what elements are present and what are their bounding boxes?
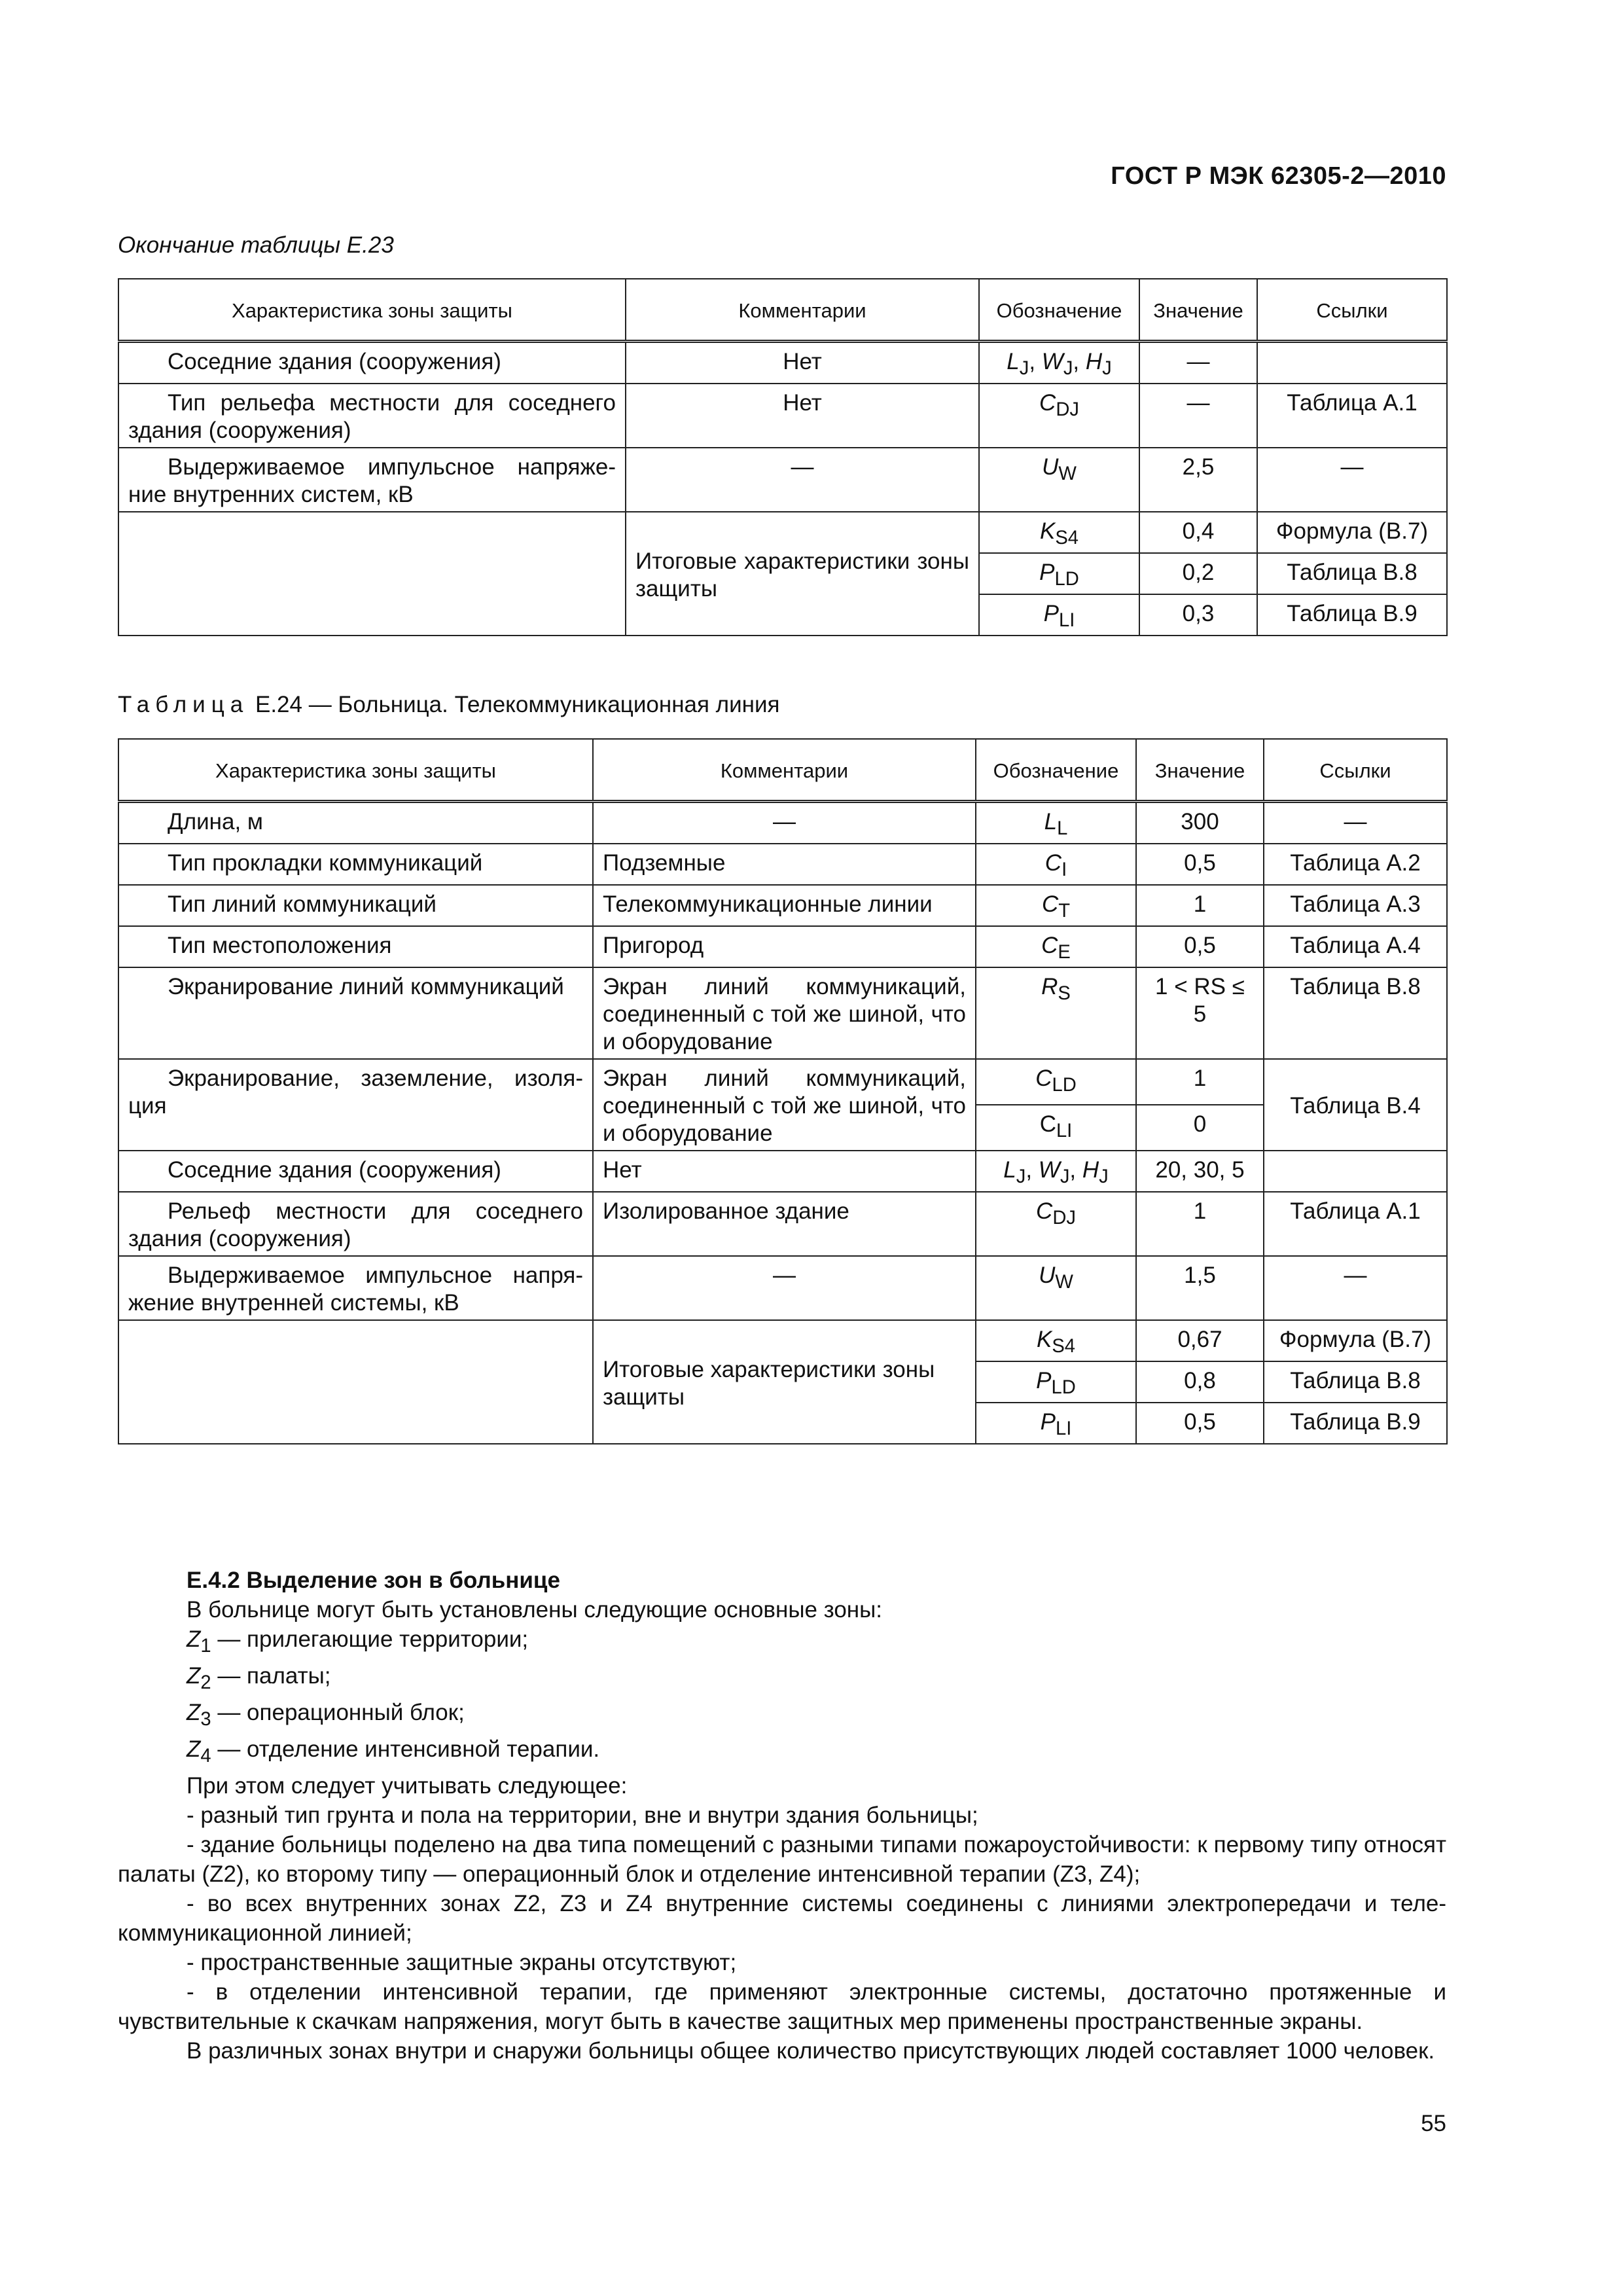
cell-symbol: $U_W$ (976, 1256, 1136, 1320)
cell-empty (118, 512, 626, 636)
cell-symbol: $L_L$ (976, 802, 1136, 844)
cell-reference (1257, 342, 1447, 384)
cell-symbol: $P_{LD}$ (976, 1361, 1136, 1403)
cell-symbol: $K_{S4}$ (976, 1320, 1136, 1361)
zone-item (187, 1661, 1446, 1698)
cell-reference: — (1264, 802, 1447, 844)
cell-reference: — (1257, 448, 1447, 512)
cell-reference (1264, 1151, 1447, 1192)
cell-symbol: $P_{LI}$ (976, 1403, 1136, 1444)
cell-value: 0,2 (1139, 553, 1257, 594)
cell-comment: Пригород (593, 926, 976, 967)
cell-reference: Таблица В.4 (1264, 1059, 1447, 1151)
cell-reference: Таблица В.8 (1264, 967, 1447, 1059)
cell-symbol: $C_E$ (976, 926, 1136, 967)
table-row (118, 448, 1447, 512)
zone-item (187, 1734, 1446, 1771)
cell-reference: Формула (В.7) (1257, 512, 1447, 553)
cell-characteristic: Экранирование линий коммуникаций (118, 967, 593, 1059)
cell-reference: Таблица В.9 (1264, 1403, 1447, 1444)
cell-value: 0,5 (1136, 926, 1264, 967)
table-e23-continuation-label: Окончание таблицы Е.23 (118, 232, 394, 258)
zone-description: — палаты; (211, 1663, 331, 1689)
zone-index: 3 (200, 1709, 211, 1730)
cell-symbol: $C_T$ (976, 885, 1136, 926)
cell-comment: Экран линий коммуникаций, соединенный с той же шиной, что и оборудование (593, 967, 976, 1059)
cell-value: 300 (1136, 802, 1264, 844)
cell-comment: Экран линий коммуникаций, соединенный с той же шиной, что и оборудование (593, 1059, 976, 1151)
zone-description: — операционный блок; (211, 1700, 465, 1725)
table-row (118, 844, 1447, 885)
cell-comment: Подземные (593, 844, 976, 885)
table-e24 (118, 738, 1448, 1444)
cell-value: 20, 30, 5 (1136, 1151, 1264, 1192)
cell-symbol: $P_{LD}$ (979, 553, 1139, 594)
cell-reference: Таблица В.9 (1257, 594, 1447, 636)
bullet-item: - во всех внутренних зонах Z2, Z3 и Z4 внутренние системы соединены с линиями электропередачи и теле-коммуникационной линией; (118, 1891, 1446, 1946)
cell-symbol: $C_I$ (976, 844, 1136, 885)
cell-characteristic: Тип рельефа местности для соседнего здания (сооружения) (118, 384, 626, 448)
column-header: Характеристика зоны защиты (118, 739, 593, 802)
cell-value: 2,5 (1139, 448, 1257, 512)
table-e23 (118, 278, 1448, 636)
standard-id: ГОСТ Р МЭК 62305-2—2010 (1111, 162, 1446, 190)
cell-characteristic: Тип местоположения (118, 926, 593, 967)
zone-item (187, 1698, 1446, 1734)
zone-symbol: Z (187, 1663, 201, 1689)
cell-value: 0,67 (1136, 1320, 1264, 1361)
cell-symbol: $L_J$, $W_J$, $H_J$ (976, 1151, 1136, 1192)
cell-reference: Таблица А.1 (1264, 1192, 1447, 1256)
cell-symbol: $P_{LI}$ (979, 594, 1139, 636)
cell-value: 1 (1136, 1059, 1264, 1105)
zone-symbol: Z (187, 1736, 201, 1762)
cell-reference: Таблица А.1 (1257, 384, 1447, 448)
cell-characteristic: Выдерживаемое импульсное напряже-ние внутренних систем, кВ (118, 448, 626, 512)
page-number: 55 (1421, 2111, 1446, 2136)
cell-value: 1 (1136, 1192, 1264, 1256)
table-row (118, 926, 1447, 967)
cell-characteristic: Соседние здания (сооружения) (118, 342, 626, 384)
cell-value: 0,4 (1139, 512, 1257, 553)
column-header: Ссылки (1264, 739, 1447, 802)
cell-value: 1,5 (1136, 1256, 1264, 1320)
zone-description: — отделение интенсивной терапии. (211, 1736, 600, 1762)
table-row (118, 1320, 1447, 1361)
bullet-item: - пространственные защитные экраны отсутствуют; (187, 1950, 737, 1975)
cell-characteristic: Тип прокладки коммуникаций (118, 844, 593, 885)
cell-characteristic: Длина, м (118, 802, 593, 844)
cell-value: 0 (1136, 1105, 1264, 1151)
zone-symbol: Z (187, 1700, 201, 1725)
bullet-item: - здание больницы поделено на два типа помещений с разными типами пожароустойчивости: к первому типу относят палаты (Z2), ко второму типу — операционный блок и отделение интенсивной терапии (Z3, Z4); (118, 1832, 1446, 1887)
cell-value: 1 (1136, 885, 1264, 926)
column-header: Значение (1139, 279, 1257, 342)
column-header: Ссылки (1257, 279, 1447, 342)
cell-summary-comment: Итоговые характеристики зоны защиты (593, 1320, 976, 1444)
column-header: Обозначение (979, 279, 1139, 342)
table-row (118, 384, 1447, 448)
zone-item (187, 1624, 1446, 1661)
table-row (118, 1059, 1447, 1105)
cell-empty (118, 1320, 593, 1444)
cell-characteristic: Соседние здания (сооружения) (118, 1151, 593, 1192)
cell-reference: Таблица В.8 (1257, 553, 1447, 594)
cell-symbol: $C_{DJ}$ (976, 1192, 1136, 1256)
cell-comment: Нет (626, 342, 979, 384)
cell-symbol: $C_{LI}$ (976, 1105, 1136, 1151)
bullet-item: - в отделении интенсивной терапии, где применяют электронные системы, достаточно протяженные и чувствительные к скачкам напряжения, могут быть в качестве защитных мер применены пространственные экраны. (118, 1979, 1446, 2034)
column-header: Комментарии (593, 739, 976, 802)
cell-comment: Нет (626, 384, 979, 448)
table-row (118, 802, 1447, 844)
zone-index: 2 (200, 1672, 211, 1693)
cell-value: — (1139, 342, 1257, 384)
column-header: Комментарии (626, 279, 979, 342)
cell-symbol: $R_S$ (976, 967, 1136, 1059)
table-row (118, 967, 1447, 1059)
cell-characteristic: Тип линий коммуникаций (118, 885, 593, 926)
column-header: Характеристика зоны защиты (118, 279, 626, 342)
table-e24-caption (118, 692, 779, 718)
section-consider: При этом следует учитывать следующее: (187, 1773, 628, 1799)
cell-value: 0,8 (1136, 1361, 1264, 1403)
zone-index: 1 (200, 1636, 211, 1657)
section-intro: В больнице могут быть установлены следующие основные зоны: (187, 1597, 883, 1623)
table-row (118, 1192, 1447, 1256)
column-header: Обозначение (976, 739, 1136, 802)
cell-value: — (1139, 384, 1257, 448)
cell-symbol: $C_{LD}$ (976, 1059, 1136, 1105)
cell-comment: Нет (593, 1151, 976, 1192)
cell-comment: — (626, 448, 979, 512)
cell-reference: Формула (В.7) (1264, 1320, 1447, 1361)
cell-characteristic: Рельеф местности для соседнего здания (сооружения) (118, 1192, 593, 1256)
cell-characteristic: Экранирование, заземление, изоля-ция (118, 1059, 593, 1151)
table-row (118, 1151, 1447, 1192)
column-header: Значение (1136, 739, 1264, 802)
table-row (118, 1256, 1447, 1320)
table-row (118, 512, 1447, 553)
cell-value: 0,3 (1139, 594, 1257, 636)
zone-description: — прилегающие территории; (211, 1626, 529, 1652)
cell-comment: — (593, 802, 976, 844)
cell-reference: Таблица А.3 (1264, 885, 1447, 926)
table-row (118, 885, 1447, 926)
section-e-4-2 (118, 1566, 1446, 2066)
cell-comment: Телекоммуникационные линии (593, 885, 976, 926)
section-title: Е.4.2 Выделение зон в больнице (187, 1568, 560, 1593)
zone-symbol: Z (187, 1626, 201, 1652)
cell-value: 0,5 (1136, 1403, 1264, 1444)
table-row (118, 342, 1447, 384)
cell-reference: — (1264, 1256, 1447, 1320)
cell-value: 0,5 (1136, 844, 1264, 885)
cell-reference: Таблица В.8 (1264, 1361, 1447, 1403)
cell-symbol: $C_{DJ}$ (979, 384, 1139, 448)
cell-reference: Таблица А.2 (1264, 844, 1447, 885)
zone-index: 4 (200, 1746, 211, 1767)
cell-symbol: $U_W$ (979, 448, 1139, 512)
cell-reference: Таблица А.4 (1264, 926, 1447, 967)
caption-prefix: Таблица (118, 692, 249, 717)
caption-text: Е.24 — Больница. Телекоммуникационная линия (255, 692, 780, 717)
section-closing: В различных зонах внутри и снаружи больницы общее количество присутствующих людей составляет 1000 человек. (187, 2038, 1435, 2064)
cell-comment: — (593, 1256, 976, 1320)
cell-characteristic: Выдерживаемое импульсное напря-жение внутренней системы, кВ (118, 1256, 593, 1320)
cell-value: 1 < RS ≤ 5 (1136, 967, 1264, 1059)
cell-summary-comment: Итоговые характеристики зоны защиты (626, 512, 979, 636)
cell-symbol: $L_J$, $W_J$, $H_J$ (979, 342, 1139, 384)
bullet-item: - разный тип грунта и пола на территории, вне и внутри здания больницы; (187, 1803, 978, 1828)
cell-symbol: $K_{S4}$ (979, 512, 1139, 553)
cell-comment: Изолированное здание (593, 1192, 976, 1256)
